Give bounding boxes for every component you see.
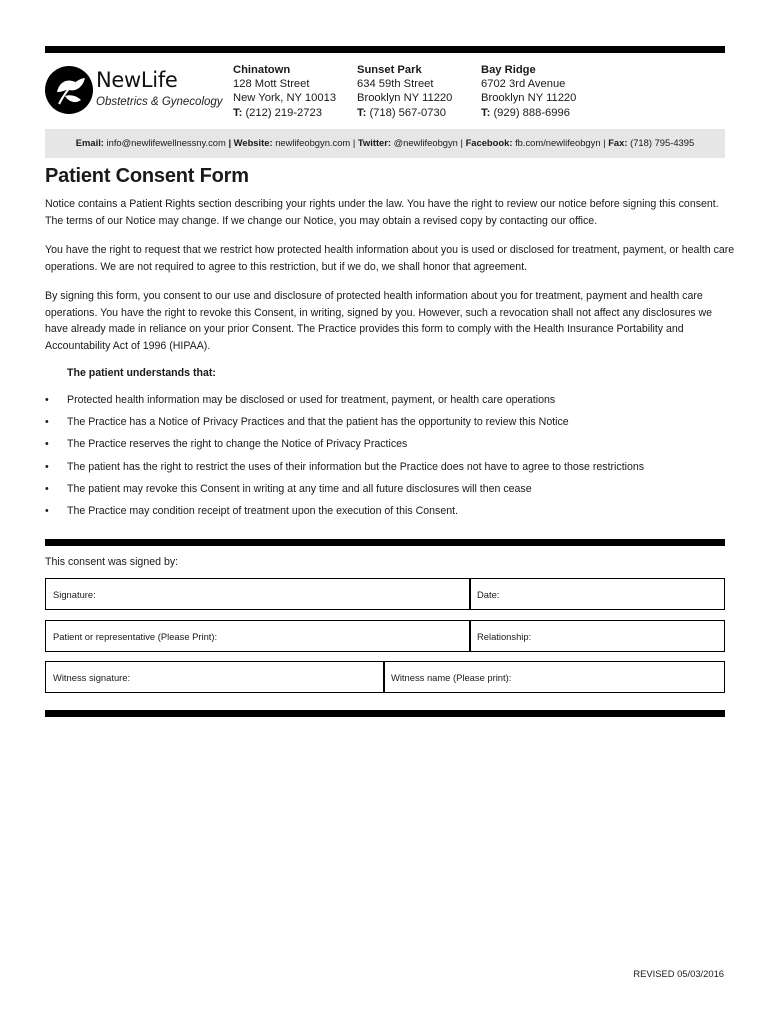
location-street: 634 59th Street [357,78,434,91]
relationship-field[interactable] [469,620,725,652]
top-divider [45,46,725,53]
list-item-text: Protected health information may be disclosed or used for treatment, payment, or health care operations [67,394,556,406]
twitter-label: Twitter: [357,137,392,148]
location-street: 6702 3rd Avenue [481,78,566,91]
website-label: Website: [233,137,273,148]
separator: | [228,137,232,148]
bottom-divider [45,710,725,717]
list-item-text: The Practice may condition receipt of treatment upon the execution of this Consent. [67,504,459,517]
bullet-icon: • [45,504,49,517]
facebook-link[interactable]: fb.com/newlifeobgyn [515,137,601,148]
fax-number: (718) 795-4395 [630,137,695,148]
signature-section-divider [45,539,725,546]
location-bay-ridge [481,63,576,120]
website-link[interactable]: newlifeobgyn.com [275,137,351,148]
separator: | [352,137,356,148]
location-sunset-park [357,63,452,120]
email-link[interactable]: info@newlifewellnessny.com [106,137,226,148]
leaf-circle-icon [45,66,93,114]
witness-signature-field[interactable] [45,661,385,693]
patient-name-field[interactable] [45,620,471,652]
fax-label: Fax: [608,137,628,148]
location-city: Brooklyn NY 11220 [481,92,577,105]
separator: | [460,137,463,148]
contact-bar [45,129,725,158]
email-label: Email: [75,137,104,148]
list-item-text: The Practice reserves the right to change the Notice of Privacy Practices [67,438,408,451]
bullet-icon: • [45,394,49,406]
location-chinatown [233,63,336,120]
paragraph-notice: Notice contains a Patient Rights section describing your rights under the law. You have the right to review our notice before signing this consent. The terms of our Notice may change. If we change our Notice, you may obtain a revised copy by contacting our office. [45,198,719,227]
list-item-text: The Practice has a Notice of Privacy Practices and that the patient has the opportunity to review this Notice [67,416,569,429]
witness-name-field[interactable] [383,661,725,693]
bullet-icon: • [45,460,49,473]
bullet-icon: • [45,416,49,429]
separator: | [603,137,606,148]
witness-name-label: Witness name (Please print): [391,672,512,683]
location-city: New York, NY 10013 [233,92,337,105]
facebook-label: Facebook: [465,137,513,148]
phone-label: T: [357,106,367,119]
understands-heading: The patient understands that: [67,367,216,379]
location-phone: (718) 567-0730 [369,106,446,119]
patient-name-label: Patient or representative (Please Print): [53,631,218,642]
phone-label: T: [233,106,243,119]
bullet-icon: • [45,482,49,495]
relationship-label: Relationship: [477,631,532,642]
signature-field[interactable] [45,578,471,610]
witness-signature-label: Witness signature: [53,672,131,683]
paragraph-consent: By signing this form, you consent to our use and disclosure of protected health information about you for treatment, payment and health care operations. You have the right to revoke this Consent, in writing, signed by you. However, such a revocation shall not affect any disclosures we have already made in reliance on your prior Consent. The Practice provides this form to comply with the Health Insurance Portability and Accountability Act of 1996 (HIPAA). [45,290,713,352]
location-phone: (212) 219-2723 [245,106,322,119]
logo-tagline: Obstetrics & Gynecology [96,96,223,108]
bullet-icon: • [45,438,49,451]
location-phone: (929) 888-6996 [493,106,570,119]
paragraph-restriction: You have the right to request that we restrict how protected health information about you is used or disclosed for treatment, payment, or health care operations. We are not required to agree to this restriction, but if we do, we shall honor that agreement. [45,244,735,273]
location-city: Brooklyn NY 11220 [357,92,453,105]
location-name: Bay Ridge [481,64,536,76]
location-street: 128 Mott Street [233,78,310,91]
twitter-link[interactable]: @newlifeobgyn [393,137,458,148]
location-name: Sunset Park [357,64,422,76]
revision-date: REVISED 05/03/2016 [633,968,724,979]
location-phone-line [357,106,452,120]
list-item-text: The patient has the right to restrict the uses of their information but the Practice does not have to agree to those restrictions [67,460,645,473]
contact-line [45,137,725,148]
page-title: Patient Consent Form [45,165,249,187]
logo-name: NewLife [96,68,178,92]
phone-label: T: [481,106,491,119]
date-label: Date: [477,589,500,600]
location-phone-line [481,106,576,120]
location-name: Chinatown [233,64,291,76]
location-phone-line [233,106,336,120]
signature-label: Signature: [53,589,96,600]
signed-by-label: This consent was signed by: [45,556,179,568]
date-field[interactable] [469,578,725,610]
list-item-text: The patient may revoke this Consent in writing at any time and all future disclosures will then cease [67,482,532,495]
